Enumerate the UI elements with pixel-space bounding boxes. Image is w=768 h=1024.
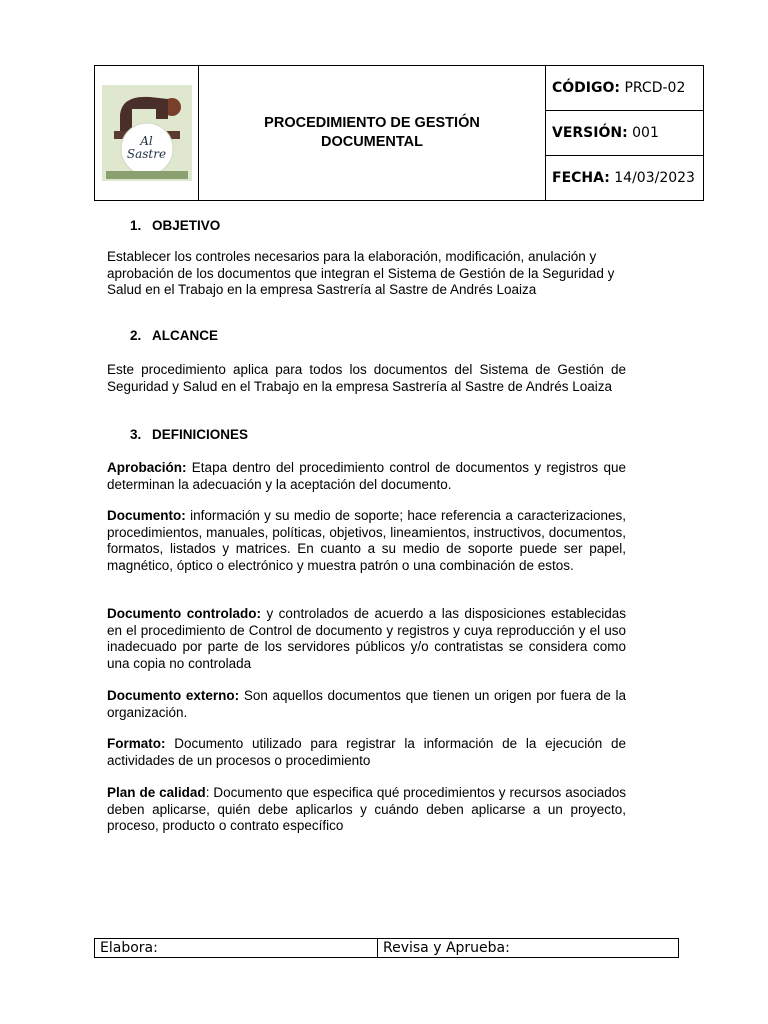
- codigo-value: PRCD-02: [624, 80, 686, 96]
- section-number: 3.: [130, 427, 142, 442]
- sewing-machine-icon: [102, 85, 192, 181]
- header-table: [94, 65, 704, 201]
- logo-text-al: Al: [140, 134, 153, 148]
- section-heading-definiciones: [130, 427, 248, 442]
- section-heading-objetivo: [130, 218, 220, 233]
- definition-term: Plan de calidad: [107, 785, 206, 800]
- definition-item: [107, 508, 626, 574]
- version-cell: [546, 111, 704, 156]
- title-line-1: PROCEDIMIENTO DE GESTIÓN: [264, 115, 480, 131]
- section-title: OBJETIVO: [152, 218, 221, 233]
- company-logo: [102, 85, 192, 181]
- signature-table: [94, 938, 679, 958]
- codigo-label: CÓDIGO:: [552, 80, 620, 96]
- section-title: ALCANCE: [152, 328, 218, 343]
- elabora-cell: Elabora:: [95, 939, 378, 958]
- codigo-cell: [546, 66, 704, 111]
- section-number: 1.: [130, 218, 142, 233]
- definition-item: [107, 688, 626, 721]
- alcance-text: Este procedimiento aplica para todos los documentos del Sistema de Gestión de Seguridad y Salud en el Trabajo en la empresa Sastrería al Sastre de Andrés Loaiza: [107, 362, 626, 394]
- document-title: [199, 66, 546, 201]
- section-heading-alcance: [130, 328, 218, 343]
- logo-cell: [95, 66, 199, 201]
- title-line-2: DOCUMENTAL: [320, 134, 424, 150]
- version-value: 001: [632, 125, 659, 141]
- objetivo-text: Establecer los controles necesarios para la elaboración, modificación, anulación y aprobación de los documentos que integran el Sistema de Gestión de la Seguridad y Salud en el Trabajo en la empresa Sastrería al Sastre de Andrés Loaiza: [107, 249, 615, 297]
- definition-text: y controlados de acuerdo a las disposiciones establecidas en el procedimiento de Control de documento y registros y cuya reproducción y el uso inadecuado por parte de los servidores públicos y/o contratistas se considera como una copia no controlada: [107, 606, 627, 671]
- definition-term: Documento:: [107, 508, 186, 523]
- section-number: 2.: [130, 328, 142, 343]
- definition-text: Son aquellos documentos que tienen un origen por fuera de la organización.: [107, 688, 626, 720]
- logo-text-sastre: Sastre: [126, 147, 167, 161]
- fecha-value: 14/03/2023: [614, 170, 695, 186]
- fecha-label: FECHA:: [552, 170, 610, 186]
- definition-item: [107, 785, 626, 835]
- definition-term: Aprobación:: [107, 460, 187, 475]
- revisa-cell: Revisa y Aprueba:: [378, 939, 679, 958]
- definition-item: [107, 460, 626, 493]
- definition-item: [107, 736, 626, 769]
- section-title: DEFINICIONES: [152, 427, 249, 442]
- version-label: VERSIÓN:: [552, 125, 628, 141]
- definition-term: Formato:: [107, 736, 166, 751]
- fecha-cell: [546, 156, 704, 201]
- definition-text: Documento utilizado para registrar la información de la ejecución de actividades de un procesos o procedimiento: [107, 736, 626, 768]
- definition-term: Documento externo:: [107, 688, 240, 703]
- definition-text: información y su medio de soporte; hace referencia a caracterizaciones, procedimientos, manuales, políticas, objetivos, lineamientos, instructivos, documentos, formatos, listados y matrices. En cuanto a su medio de soporte puede ser papel, magnético, óptico o electrónico y muestra patrón o una combinación de estos.: [107, 508, 626, 573]
- definition-text: : Documento que especifica qué procedimientos y recursos asociados deben aplicarse, quién debe aplicarlos y cuándo deben aplicarse a un proyecto, proceso, producto o contrato específico: [107, 785, 626, 833]
- definition-item: [107, 606, 626, 672]
- definition-term: Documento controlado:: [107, 606, 261, 621]
- definition-text: Etapa dentro del procedimiento control de documentos y registros que determinan la adecuación y la aceptación del documento.: [107, 460, 626, 492]
